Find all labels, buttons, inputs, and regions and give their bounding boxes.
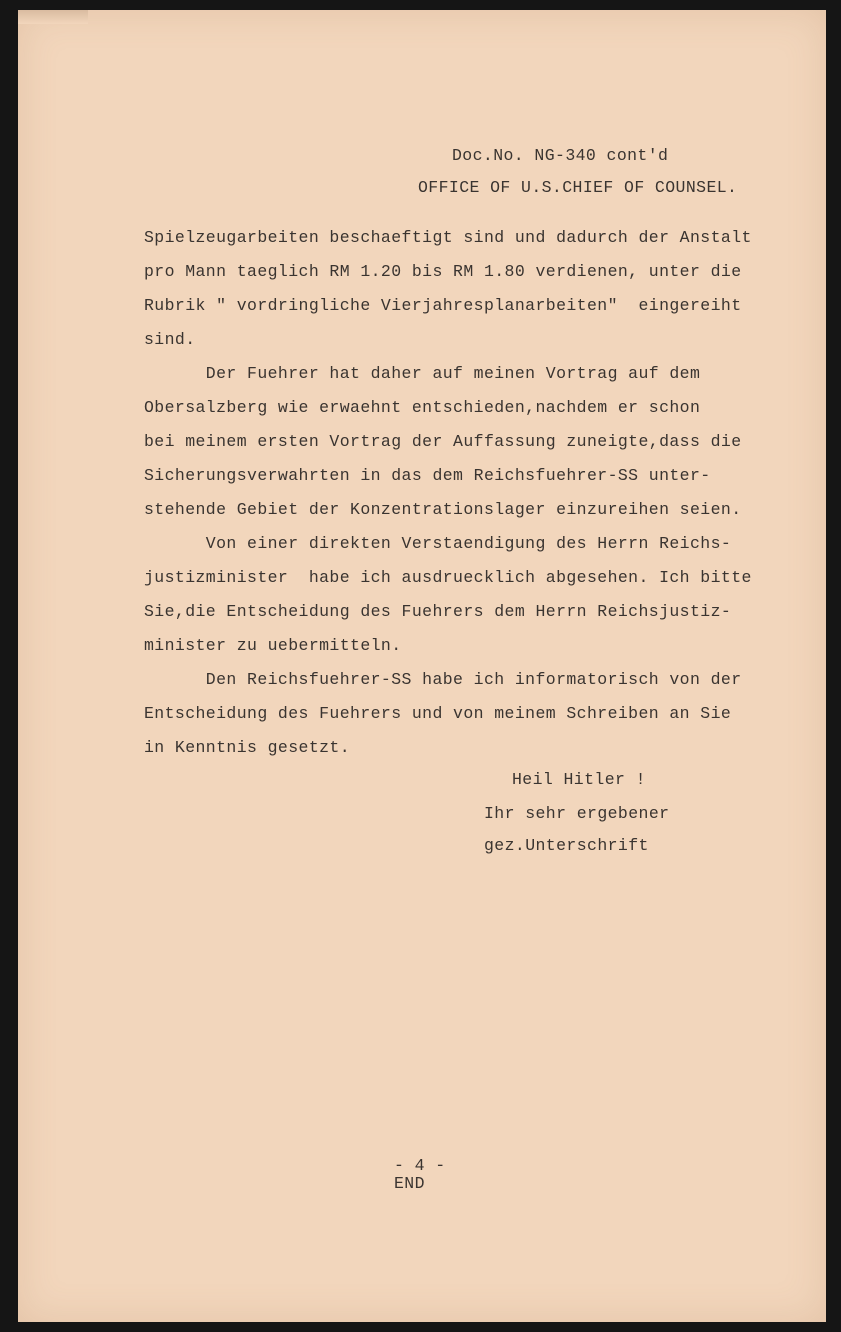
body-line: Rubrik " vordringliche Vierjahresplanarbeiten" eingereiht	[144, 296, 742, 315]
signature-signed: gez.Unterschrift	[484, 836, 649, 855]
signature-closing: Ihr sehr ergebener	[484, 804, 670, 823]
paper-fold	[18, 10, 88, 24]
body-line: in Kenntnis gesetzt.	[144, 738, 351, 757]
office-heading: OFFICE OF U.S.CHIEF OF COUNSEL.	[418, 178, 738, 197]
body-line: Sie,die Entscheidung des Fuehrers dem Herrn Reichsjustiz-	[144, 602, 732, 621]
page-number: - 4 -	[394, 1156, 446, 1175]
body-line: Von einer direkten Verstaendigung des Herrn Reichs-	[144, 534, 732, 553]
signature-greeting: Heil Hitler !	[512, 770, 646, 789]
document-number: Doc.No. NG-340 cont'd	[452, 146, 669, 165]
body-line: bei meinem ersten Vortrag der Auffassung zuneigte,dass die	[144, 432, 742, 451]
body-line: Sicherungsverwahrten in das dem Reichsfuehrer-SS unter-	[144, 466, 711, 485]
body-line: minister zu uebermitteln.	[144, 636, 402, 655]
body-line: Entscheidung des Fuehrers und von meinem Schreiben an Sie	[144, 704, 732, 723]
end-mark: END	[394, 1174, 425, 1193]
body-line: sind.	[144, 330, 196, 349]
body-line: Spielzeugarbeiten beschaeftigt sind und dadurch der Anstalt	[144, 228, 752, 247]
body-line: Obersalzberg wie erwaehnt entschieden,nachdem er schon	[144, 398, 701, 417]
body-line: justizminister habe ich ausdruecklich abgesehen. Ich bitte	[144, 568, 752, 587]
body-line: Der Fuehrer hat daher auf meinen Vortrag auf dem	[144, 364, 701, 383]
body-line: stehende Gebiet der Konzentrationslager einzureihen seien.	[144, 500, 742, 519]
body-line: Den Reichsfuehrer-SS habe ich informatorisch von der	[144, 670, 742, 689]
document-page	[18, 10, 826, 1322]
body-line: pro Mann taeglich RM 1.20 bis RM 1.80 verdienen, unter die	[144, 262, 742, 281]
